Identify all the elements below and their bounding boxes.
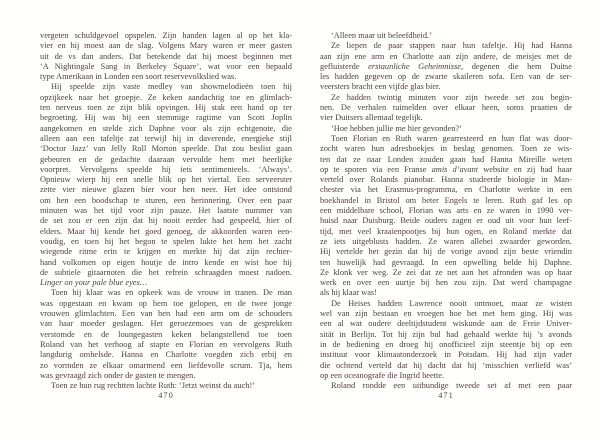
text-line: Roland van het verhoog af stapte en Florian en vervolgens Ruth (40, 339, 292, 349)
text-line: gefluisterde erstaunliche Geheimnisse, degenen die hem Duitse (320, 61, 572, 71)
text-line: aangekomen en stelde zich Daphne voor als zijn echtgenote, die (40, 123, 292, 133)
text-line: Ze hadden twintig minuten voor zijn tweede set zou begin- (331, 92, 572, 102)
page-right-number: 471 (438, 391, 454, 400)
text-line: nen. De verhalen tuimelden over elkaar heen, soms praatten de (320, 103, 572, 113)
text-line: een middelbare school, Florian was arts en ze waren in 1990 ver- (320, 206, 572, 216)
text-line: ‘Hoe hebben jullie me hier gevonden?’ (331, 123, 462, 133)
text-line: was gevraagd zich onder de gasten te mengen. (40, 370, 196, 380)
text-line: ten dat ze naar Londen zouden gaan had Hanna Mireille weten (320, 154, 572, 164)
text-line: de set zou er een zijn dat hij nooit eerder had gespeeld, hier of (40, 216, 292, 226)
text-line: zocht waren hun adresboekjes in beslag genomen. Toen ze wis- (320, 144, 572, 154)
text-line: Toen ze hun rug rechtten lachte Ruth: ‘Jetzt weinst du auch!’ (51, 381, 256, 391)
text-line: Linger on your pale blue eyes… (40, 278, 148, 288)
text-line: wiegende ritme erin te krijgen en merkte hij dat zijn rechter- (40, 247, 292, 257)
text-line: op te sporen via een Franse amis d’avant website en zij had haar (320, 164, 572, 174)
text-line: Roland rondde een uitbundige tweede set af met een paar (331, 381, 572, 391)
text-line: opzijkeek naar het groepje. Ze keken aandachtig toe en glimlach- (40, 92, 292, 102)
text-line: vier en hij moest aan de slag. Volgens Mary waren er meer gasten (40, 41, 292, 51)
text-line: zo vormden ze elkaar omarmend een liefdevolle scrum. Tja, hem (40, 360, 292, 370)
text-line: vier Duitsers allemaal tegelijk. (320, 113, 423, 123)
text-line: alleen aan een tafeltje zat terwijl hij in daverende, energieke stijl (40, 133, 292, 143)
text-line: voorpret. Vervolgens speelde hij iets sentimenteels. ‘Always’. (40, 164, 292, 174)
text-line: boekhandel in Bristol om beter Engels te leren. Ruth gaf les op (320, 195, 572, 205)
text-line: aan zijn ene arm en Charlotte aan zijn andere, de meisjes met de (320, 51, 572, 61)
text-line: les hadden gegeven op de zwarte skaileren sofa. Een van de ser- (320, 72, 572, 82)
text-line: ze iets uitgeblusts hadden. Ze waren allebei zwaarder geworden. (320, 236, 572, 246)
text-line: veersters bracht een vijfde glas bier. (320, 82, 441, 92)
text-line: verstomde en de loungegasten keken belangstellend toe toen (40, 329, 292, 339)
text-line: ‘A Nightingale Sang in Berkeley Square’, wat voor een bepaald (40, 61, 292, 71)
text-line: een al wat oudere deeltijdstudent wiskunde aan de Freie Univer- (320, 319, 572, 329)
text-line: Hij speelde zijn vaste medley van showmelodieën toen hij (51, 82, 292, 92)
text-line: De Heises hadden Lawrence nooit ontmoet, maar ze wisten (331, 298, 572, 308)
text-line: Hij vertelde het gezin dat hij de vorige avond zijn beste vriendin (320, 247, 572, 257)
text-line: uit de vs dan anders. Dat betekende dat hij moest beginnen met (40, 51, 292, 61)
text-line: Ze klonk ver weg. Ze zei dat ze net aan het afronden was op haar (320, 267, 572, 277)
page-right-text (320, 31, 572, 391)
text-line: Ze liepen de paar stappen naar hun tafeltje. Hij had Hanna (331, 41, 572, 51)
text-line: ‘Doctor Jazz’ van Jelly Roll Morton speelde. Dat zou beslist gaan (40, 144, 292, 154)
text-line: Toen Florian en Ruth waren gearresteerd en hun flat was door- (331, 133, 572, 143)
text-line: minuten was het tijd voor zijn pauze. Het laatste nummer van (40, 206, 292, 216)
text-line: Opnieuw wierp hij een snelle blik op het viertal. Een serveerster (40, 175, 292, 185)
text-line: chester via het Erasmus-programma, en Charlotte werkte in een (320, 185, 572, 195)
text-line: ‘Alleen maar uit beleefdheid.’ (331, 31, 432, 40)
text-line: van haar moeder geslagen. Het geroezemoes van de gesprekken (40, 319, 292, 329)
text-line: ten nerveus toen ze zijn blik opvingen. Hij stak een hand op ter (40, 103, 292, 113)
text-line: verteld over Rolands pianobar. Hanna studeerde biologie in Man- (320, 175, 572, 185)
text-line: als hij klaar was! (320, 288, 377, 298)
text-line: voudig, en toen hij het begon te spelen lukte het hem het zacht (40, 236, 292, 246)
text-line: langdurig omhelsde. Hanna en Charlotte voegden zich erbij en (40, 350, 292, 360)
text-line: sität in Berlijn. Tot hij zijn bul had gehaald werkte hij ’s avonds (320, 329, 572, 339)
text-line: gebeuren en de gedachte daaraan vervulde hem met heerlijke (40, 154, 292, 164)
text-line: in de bediening en droeg hij onofficieel zijn steentje bij op een (320, 339, 572, 349)
text-line: vrouwen glimlachten. Een van hen had een arm om de schouders (40, 309, 292, 319)
text-line: om hen een boodschap te sturen, een herinnering. Over een paar (40, 195, 292, 205)
text-line: zette vier nieuwe glazen bier voor hen neer. Het idee ontstond (40, 185, 292, 195)
text-line: type Amerikaan in Londen een soort reservevolkslied was. (40, 72, 237, 82)
text-line: vergeten schuldgevoel opspelen. Zijn handen lagen al op het kla- (40, 31, 292, 40)
text-line: huisd naar Duisburg. Beide ouders zagen er oud uit voor hun leef- (320, 216, 572, 226)
text-line: tijd, met veel kraaienpootjes bij hun ogen, en Roland merkte dat (320, 226, 572, 236)
page-left-number: 470 (158, 391, 174, 400)
text-line: hand volkomen op eigen houtje de intro kende en wist hoe hij (40, 257, 292, 267)
text-line: instituut voor klimaatonderzoek in Potsdam. Hij had zijn vader (320, 350, 572, 360)
text-line: werk en over een uurtje bij hen zou zijn. Dat werd champagne (320, 278, 572, 288)
text-line: elders. Maar hij kende het goed genoeg, de akkoorden waren een- (40, 226, 292, 236)
text-line: begroeting. Hij was bij een stemmige ragtime van Scott Joplin (40, 113, 292, 123)
text-line: wel van zijn bestaan en vroegen hoe het met hem ging. Hij was (320, 309, 572, 319)
text-line: de subtiele gitaarnoten die het refrein schraagden moest nadoen. (40, 267, 292, 277)
text-line: ten huwelijk had gevraagd. In een opwelling belde hij Daphne. (320, 257, 572, 267)
text-line: was opgestaan en kwam op hem toe gelopen, en de twee jonge (40, 298, 292, 308)
text-line: Toen hij klaar was en opkeek was de vrouw in tranen. De man (51, 288, 292, 298)
text-line: op een oceanografe die Ingrid heette. (320, 370, 445, 380)
page-left-text (40, 31, 292, 391)
text-line: die ochtend verteld dat hij dacht dat hij ‘misschien verliefd was’ (320, 360, 572, 370)
